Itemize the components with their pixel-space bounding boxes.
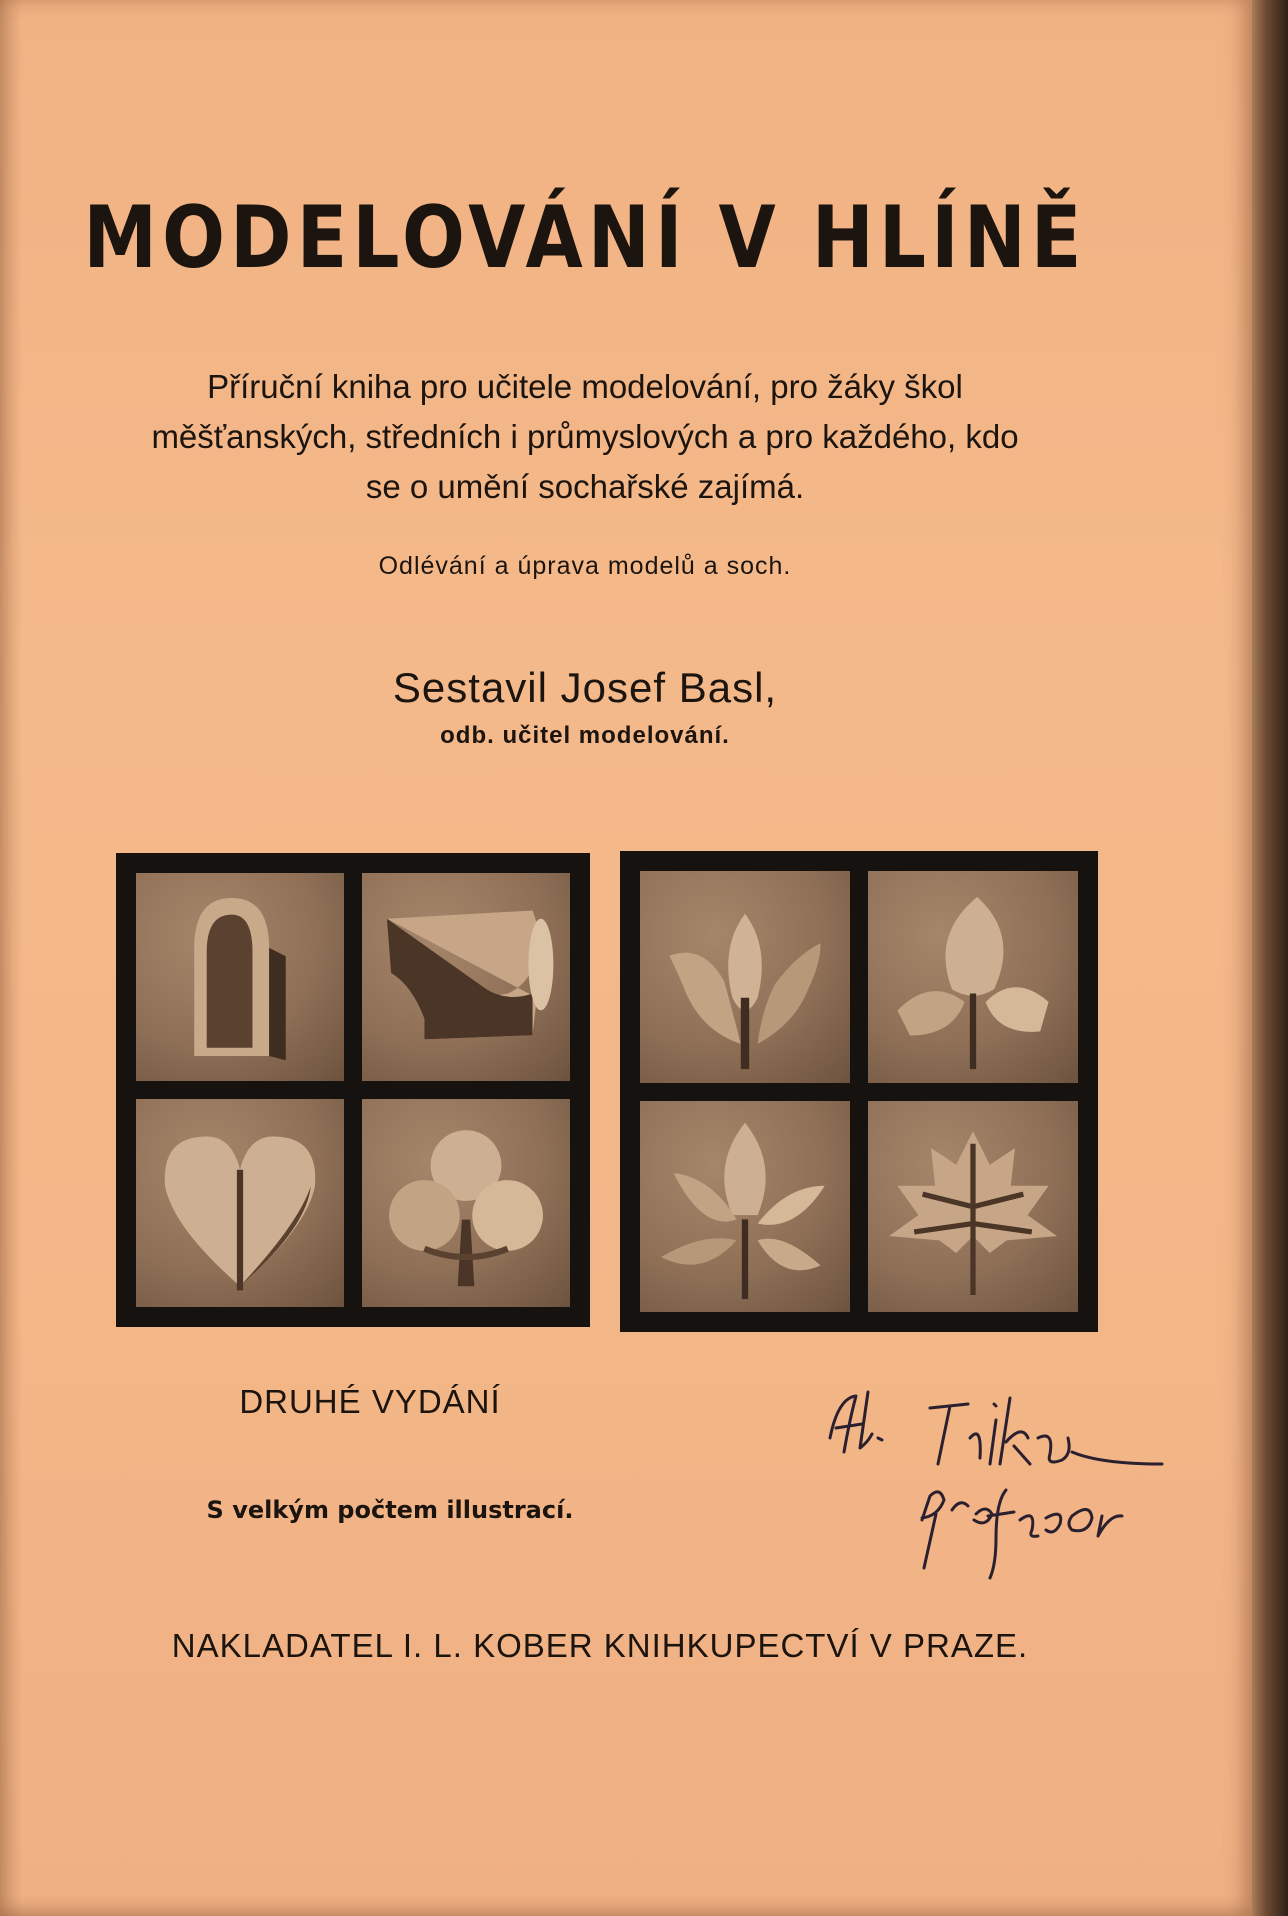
compiler-name: Sestavil Josef Basl,	[392, 664, 778, 711]
maple-leaf-relief-image	[868, 1101, 1078, 1313]
niche-relief-image	[136, 873, 344, 1081]
clover-leaf-relief-image	[362, 1099, 570, 1307]
cornice-relief-image	[362, 873, 570, 1081]
three-leaf-relief-image	[868, 871, 1078, 1083]
tulip-relief-image	[640, 871, 850, 1083]
illustration-panel-left	[116, 853, 590, 1327]
spine-shadow	[0, 0, 22, 1916]
illustration-panel-right	[620, 851, 1098, 1332]
compiler-role: odb. učitel modelování.	[440, 722, 730, 749]
five-leaf-relief-image	[640, 1101, 850, 1313]
subtitle	[0, 362, 1170, 512]
subtitle-line: měšťanských, středních i průmyslových a pro každého, kdo	[151, 418, 1019, 455]
heart-leaf-relief-image	[136, 1099, 344, 1307]
subtitle-line: Příruční kniha pro učitele modelování, pro žáky škol	[207, 368, 963, 405]
casting-note: Odlévání a úprava modelů a soch.	[378, 552, 792, 580]
edition-label: DRUHÉ VYDÁNÍ	[239, 1383, 501, 1420]
publisher-line: NAKLADATEL I. L. KOBER KNIHKUPECTVÍ V PRAZE.	[171, 1627, 1029, 1664]
illustrations-note: S velkým počtem illustrací.	[206, 1496, 574, 1524]
book-title: MODELOVÁNÍ V HLÍNĚ	[83, 188, 1087, 288]
subtitle-line: se o umění sochařské zajímá.	[365, 468, 805, 505]
handwritten-signature	[810, 1368, 1190, 1588]
